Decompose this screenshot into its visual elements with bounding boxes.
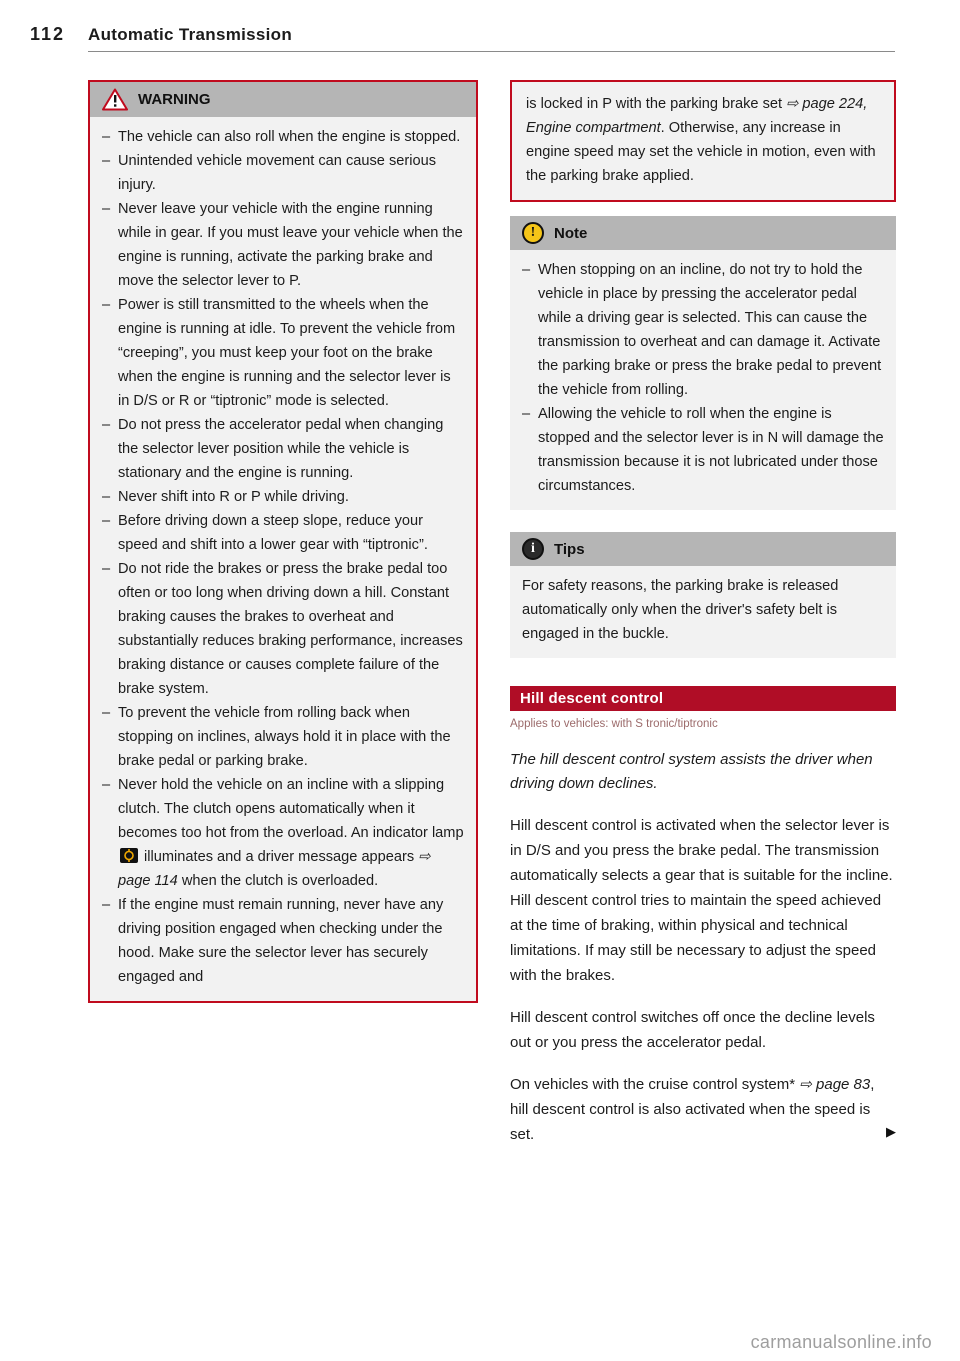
- warning-continued-text: is locked in P with the parking brake set ⇨ page 224, Engine compartment. Otherwise, any increase in engine speed may set the vehicle in motion, even with the parking brake applied.: [526, 96, 876, 184]
- warning-item: – Do not press the accelerator pedal when changing the selector lever position while the vehicle is stationary and the engine is running.: [102, 413, 464, 485]
- page-number: 112: [30, 24, 66, 44]
- paragraph: Hill descent control switches off once the decline levels out or you press the accelerator pedal.: [510, 1009, 875, 1051]
- warning-triangle-icon: [102, 88, 128, 111]
- right-column: [510, 80, 896, 1147]
- warning-item: – Never hold the vehicle on an incline with a slipping clutch. The clutch opens automatically when it becomes too hot from the overload. An indicator lamp illuminates and a driver message appears ⇨ page 114 when the clutch is overloaded.: [102, 773, 464, 893]
- clutch-overload-indicator-icon: [120, 848, 138, 863]
- warning-list: [102, 125, 464, 989]
- note-box: [510, 216, 896, 510]
- tips-box-body: [510, 566, 896, 658]
- warning-item: – Unintended vehicle movement can cause serious injury.: [102, 149, 464, 197]
- warning-item: – Never shift into R or P while driving.: [102, 485, 464, 509]
- paragraph: On vehicles with the cruise control system* ⇨ page 83, hill descent control is also activated when the speed is set. ▶: [510, 1076, 896, 1143]
- warning-continued-box: [510, 80, 896, 202]
- page-reference: ⇨ page 224, Engine compartment: [526, 96, 868, 136]
- warning-item: – The vehicle can also roll when the engine is stopped.: [102, 125, 464, 149]
- note-box-header: [510, 216, 896, 250]
- note-list: [522, 258, 884, 498]
- note-item: – Allowing the vehicle to roll when the engine is stopped and the selector lever is in N will damage the transmission because it is not lubricated under those circumstances.: [522, 402, 884, 498]
- header-rule: [88, 51, 895, 52]
- warning-box-body: [90, 117, 476, 1001]
- warning-item: – Never leave your vehicle with the engine running while in gear. If you must leave your vehicle when the engine is running, activate the parking brake and move the selector lever to P.: [102, 197, 464, 293]
- warning-item: – Before driving down a steep slope, reduce your speed and shift into a lower gear with “tiptronic”.: [102, 509, 464, 557]
- applies-to-vehicles-note: Applies to vehicles: with S tronic/tiptronic: [510, 718, 718, 730]
- note-box-title: Note: [554, 224, 588, 242]
- warning-item: – Power is still transmitted to the wheels when the engine is running at idle. To prevent the vehicle from “creeping”, you must keep your foot on the brake when the engine is running and the selector lever is in D/S or R or “tiptronic” mode is selected.: [102, 293, 464, 413]
- paragraph: Hill descent control is activated when the selector lever is in D/S and you press the brake pedal. The transmission automatically selects a gear that is suitable for the incline. Hill descent control tries to maintain the speed achieved at the time of braking, within physical and technical limitations. If may still be necessary to adjust the speed with the brakes.: [510, 817, 893, 984]
- hill-descent-section: [510, 686, 896, 1147]
- page-reference: ⇨ page 114: [118, 849, 431, 889]
- warning-box: [88, 80, 478, 1003]
- tips-box-header: [510, 532, 896, 566]
- tips-icon: i: [522, 538, 544, 560]
- page-title: Automatic Transmission: [88, 25, 293, 44]
- tips-box: [510, 532, 896, 658]
- note-box-body: [510, 250, 896, 510]
- page-reference: ⇨ page 83: [799, 1076, 871, 1093]
- tips-box-title: Tips: [554, 540, 585, 558]
- left-column: [88, 80, 478, 1003]
- warning-item: – To prevent the vehicle from rolling back when stopping on inclines, always hold it in place with the brake pedal or parking brake.: [102, 701, 464, 773]
- section-title: Hill descent control: [510, 686, 896, 711]
- tips-text: For safety reasons, the parking brake is released automatically only when the driver's safety belt is engaged in the buckle.: [522, 578, 839, 642]
- note-icon: !: [522, 222, 544, 244]
- warning-item: – Do not ride the brakes or press the brake pedal too often or too long when driving down a hill. Constant braking causes the brakes to overheat and substantially reduces braking performance, increases braking distance or causes complete failure of the brake system.: [102, 557, 464, 701]
- warning-box-title: WARNING: [138, 91, 211, 108]
- warning-continued-body: [512, 82, 894, 200]
- warning-item: – If the engine must remain running, never have any driving position engaged when checking under the hood. Make sure the selector lever has securely engaged and: [102, 893, 464, 989]
- page-continues-icon: ▶: [886, 1125, 896, 1140]
- section-lead: The hill descent control system assists the driver when driving down declines.: [510, 751, 873, 792]
- watermark: carmanualsonline.info: [750, 1332, 932, 1352]
- note-item: – When stopping on an incline, do not try to hold the vehicle in place by pressing the accelerator pedal while a driving gear is selected. This can cause the transmission to overheat and can damage it. Activate the parking brake or press the brake pedal to prevent the vehicle from rolling.: [522, 258, 884, 402]
- warning-box-header: [90, 82, 476, 117]
